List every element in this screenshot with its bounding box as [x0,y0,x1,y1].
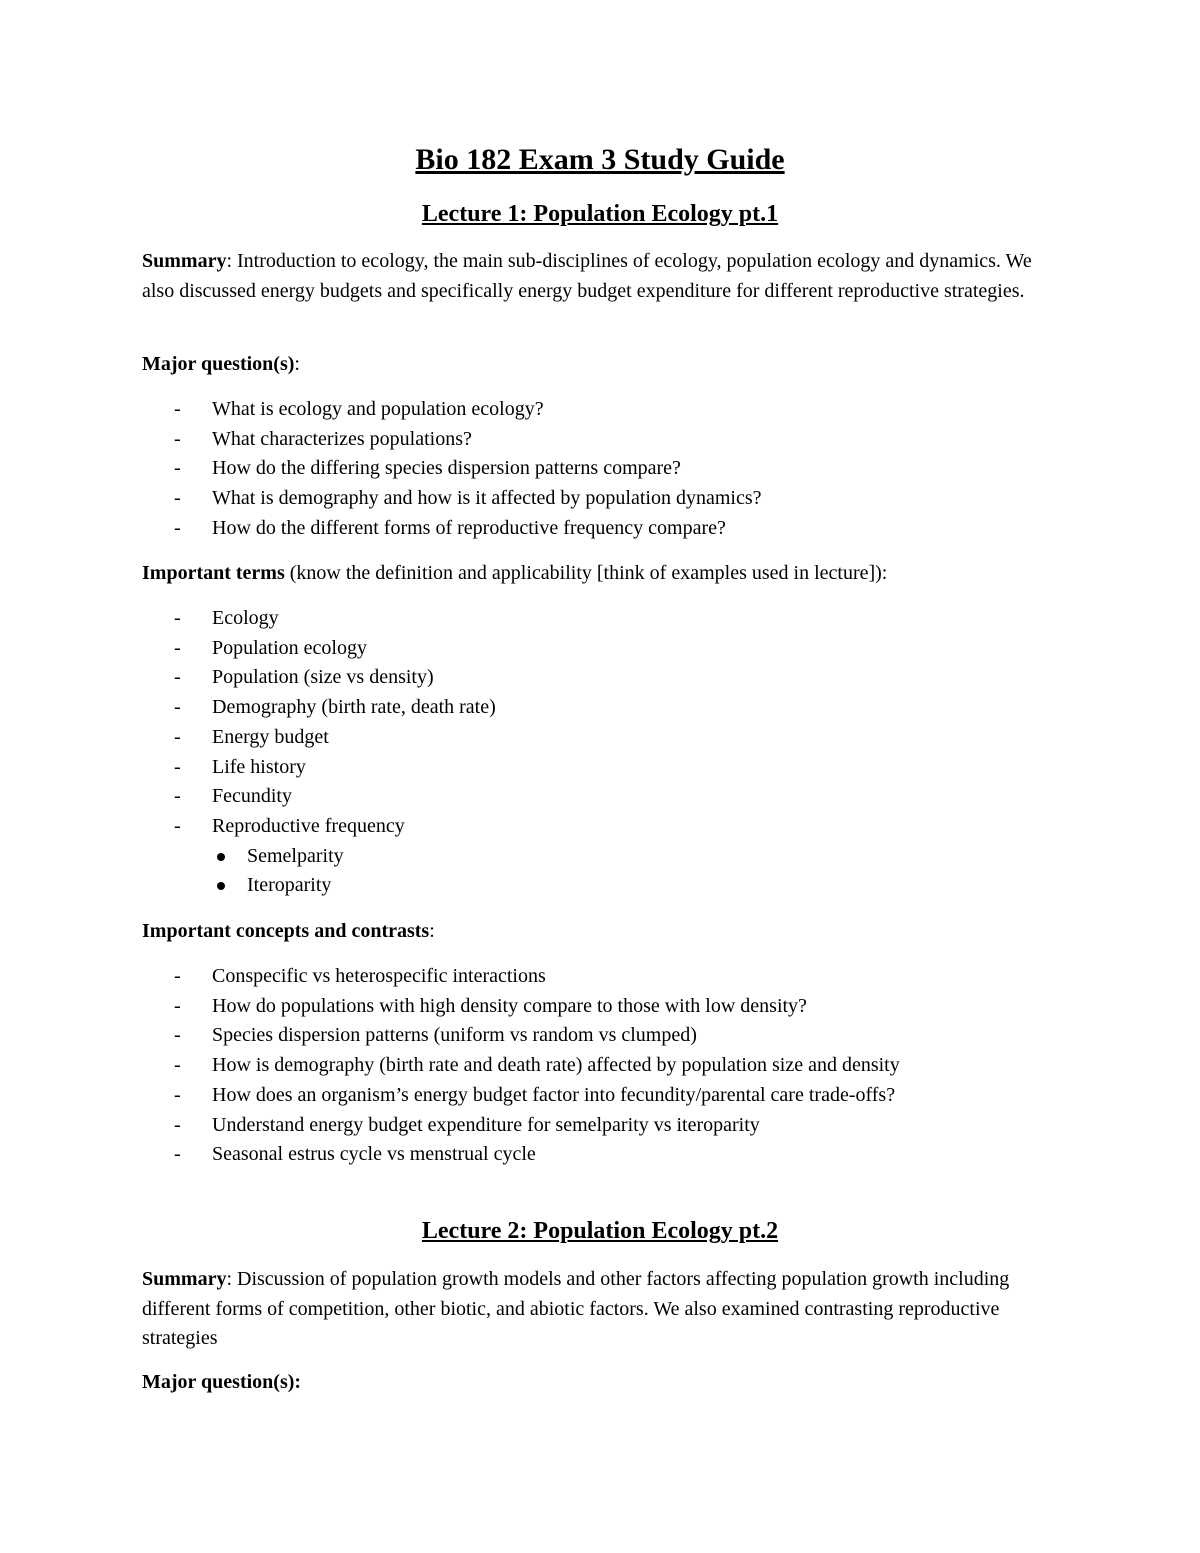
lecture-1-terms-label [142,559,1062,589]
list-item: - Conspecific vs heterospecific interactions [174,965,546,987]
document-title: Bio 182 Exam 3 Study Guide [415,143,785,176]
lecture-2-summary [142,1265,1062,1354]
sub-list-item: Semelparity [142,842,1082,872]
lecture-1-concepts-label [142,917,1062,947]
summary-label: Summary [142,1268,227,1290]
list-item: - How is demography (birth rate and death rate) affected by population size and density [174,1054,900,1077]
list-item: - How do the different forms of reproductive frequency compare? [174,516,726,539]
terms-label: Important terms [142,562,285,584]
summary-text: : Introduction to ecology, the main sub-disciplines of ecology, population ecology and dynamics. We also discussed energy budgets and specifically energy budget expenditure for different reproductive strategies. [142,250,1032,302]
lecture-1-questions-label [142,350,1062,380]
lecture-2-heading: Lecture 2: Population Ecology pt.2 [421,1218,779,1244]
sub-list-item: Iteroparity [142,871,1082,901]
list-item: - Life history [174,755,306,778]
lecture-1-concepts-list [142,962,1082,1170]
lecture-1-terms-list [142,604,1082,901]
questions-label: Major question(s) [142,353,295,375]
list-item: - How do populations with high density compare to those with low density? [174,994,807,1017]
terms-note: (know the definition and applicability [think of examples used in lecture]): [284,562,888,584]
list-item: - Ecology [174,607,279,629]
list-item: - Population (size vs density) [174,666,434,689]
list-item: - What characterizes populations? [174,427,472,450]
list-item: - How do the differing species dispersion patterns compare? [174,457,681,480]
bullet-icon [217,882,225,890]
bullet-icon [217,853,225,861]
questions-label: Major question(s): [142,1371,302,1393]
list-item: - What is demography and how is it affected by population dynamics? [174,487,762,510]
summary-label: Summary [142,250,227,272]
concepts-label: Important concepts and contrasts [142,920,430,942]
list-item: - How does an organism’s energy budget factor into fecundity/parental care trade-offs? [174,1083,896,1106]
lecture-2-questions-label [142,1368,1062,1398]
lecture-1-summary [142,247,1062,306]
list-item: - Understand energy budget expenditure for semelparity vs iteroparity [174,1113,760,1136]
list-item: - Energy budget [174,725,329,748]
concepts-suffix: : [429,920,435,942]
list-item: - Seasonal estrus cycle vs menstrual cycle [174,1143,536,1166]
summary-text: : Discussion of population growth models and other factors affecting population growth including different forms of competition, other biotic, and abiotic factors. We also examined contrasting reproductive strategies [142,1268,1010,1349]
lecture-1-heading: Lecture 1: Population Ecology pt.1 [421,201,779,227]
list-item: - Reproductive frequency [174,814,405,837]
list-item: - Demography (birth rate, death rate) [174,696,496,719]
questions-suffix: : [294,353,300,375]
list-item: - What is ecology and population ecology? [174,398,544,420]
list-item: - Population ecology [174,636,367,659]
list-item: - Fecundity [174,785,292,808]
lecture-1-questions-list [142,395,1082,544]
list-item: - Species dispersion patterns (uniform vs random vs clumped) [174,1024,697,1047]
